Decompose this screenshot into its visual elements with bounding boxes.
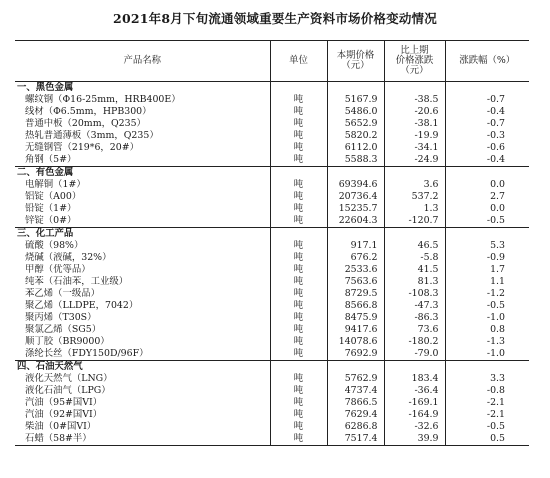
product-name: 铅锭（1#） xyxy=(25,203,77,215)
change-cell: 41.5 xyxy=(384,264,445,276)
category-name: 四、石油天然气 xyxy=(15,361,270,374)
product-name: 聚乙烯（LLDPE，7042） xyxy=(25,300,139,312)
change-cell: 73.6 xyxy=(384,324,445,336)
category-row xyxy=(15,82,529,95)
change-cell: -108.3 xyxy=(384,288,445,300)
unit-cell: 吨 xyxy=(270,433,327,446)
table-row xyxy=(15,215,529,228)
price-cell: 15235.7 xyxy=(327,203,384,215)
price-cell: 676.2 xyxy=(327,252,384,264)
percent-cell: -1.0 xyxy=(445,348,529,361)
percent-cell: -2.1 xyxy=(445,409,529,421)
header-current-price: 本期价格 （元） xyxy=(327,41,384,82)
price-cell: 9417.6 xyxy=(327,324,384,336)
table-row xyxy=(15,276,529,288)
unit-cell: 吨 xyxy=(270,130,327,142)
percent-cell: -0.5 xyxy=(445,300,529,312)
product-name: 热轧普通薄板（3mm，Q235） xyxy=(25,130,159,142)
unit-cell: 吨 xyxy=(270,264,327,276)
change-cell xyxy=(384,228,445,241)
table-row xyxy=(15,203,529,215)
percent-cell: 5.3 xyxy=(445,240,529,252)
header-change-percent: 涨跌幅（%） xyxy=(445,41,529,82)
price-cell: 5167.9 xyxy=(327,94,384,106)
product-name: 纯苯（石油苯，工业级） xyxy=(25,276,129,288)
percent-cell: -0.6 xyxy=(445,142,529,154)
price-cell: 5652.9 xyxy=(327,118,384,130)
product-name: 聚丙烯（T30S） xyxy=(25,312,97,324)
table-row xyxy=(15,421,529,433)
price-cell: 6286.8 xyxy=(327,421,384,433)
unit-cell: 吨 xyxy=(270,312,327,324)
percent-cell: -2.1 xyxy=(445,397,529,409)
table-row xyxy=(15,252,529,264)
price-cell: 69394.6 xyxy=(327,179,384,191)
price-cell xyxy=(327,361,384,374)
unit-cell: 吨 xyxy=(270,106,327,118)
price-cell: 7629.4 xyxy=(327,409,384,421)
price-cell: 7517.4 xyxy=(327,433,384,446)
table-row xyxy=(15,240,529,252)
product-name: 锌锭（0#） xyxy=(25,215,77,227)
table-header-row xyxy=(15,41,529,82)
percent-cell xyxy=(445,82,529,95)
header-product-name: 产品名称 xyxy=(15,41,270,82)
percent-cell: 1.1 xyxy=(445,276,529,288)
unit-cell: 吨 xyxy=(270,288,327,300)
percent-cell: 1.7 xyxy=(445,264,529,276)
price-table xyxy=(15,40,529,446)
price-cell: 4737.4 xyxy=(327,385,384,397)
table-row xyxy=(15,142,529,154)
price-cell: 22604.3 xyxy=(327,215,384,228)
product-name: 聚氯乙烯（SG5） xyxy=(25,324,102,336)
unit-cell xyxy=(270,228,327,241)
table-row xyxy=(15,324,529,336)
category-row xyxy=(15,167,529,180)
price-cell: 8566.8 xyxy=(327,300,384,312)
unit-cell: 吨 xyxy=(270,336,327,348)
unit-cell: 吨 xyxy=(270,276,327,288)
price-cell: 20736.4 xyxy=(327,191,384,203)
unit-cell: 吨 xyxy=(270,397,327,409)
product-name: 石蜡（58#半） xyxy=(15,433,270,446)
price-cell: 5762.9 xyxy=(327,373,384,385)
unit-cell xyxy=(270,361,327,374)
product-name: 普通中板（20mm，Q235） xyxy=(25,118,146,130)
product-name: 液化石油气（LPG） xyxy=(25,385,111,397)
unit-cell: 吨 xyxy=(270,252,327,264)
category-name: 三、化工产品 xyxy=(15,228,270,241)
category-name: 一、黑色金属 xyxy=(17,82,74,93)
unit-cell: 吨 xyxy=(270,154,327,167)
change-cell: 1.3 xyxy=(384,203,445,215)
unit-cell: 吨 xyxy=(270,421,327,433)
unit-cell: 吨 xyxy=(270,118,327,130)
unit-cell: 吨 xyxy=(270,373,327,385)
percent-cell: -0.5 xyxy=(445,421,529,433)
product-name: 苯乙烯（一级品） xyxy=(25,288,101,300)
product-name: 无缝钢管（219*6，20#） xyxy=(25,142,139,154)
category-row xyxy=(15,228,529,241)
table-row xyxy=(15,191,529,203)
percent-cell: 0.8 xyxy=(445,324,529,336)
price-cell: 6112.0 xyxy=(327,142,384,154)
change-cell xyxy=(384,361,445,374)
price-cell xyxy=(327,82,384,95)
table-row xyxy=(15,264,529,276)
unit-cell: 吨 xyxy=(270,191,327,203)
change-cell: -38.1 xyxy=(384,118,445,130)
unit-cell xyxy=(270,167,327,180)
percent-cell: -1.2 xyxy=(445,288,529,300)
change-cell: -24.9 xyxy=(384,154,445,167)
category-row xyxy=(15,361,529,374)
unit-cell xyxy=(270,82,327,95)
change-cell xyxy=(384,167,445,180)
unit-cell: 吨 xyxy=(270,94,327,106)
change-cell: 39.9 xyxy=(384,433,445,446)
change-cell: -34.1 xyxy=(384,142,445,154)
table-row xyxy=(15,373,529,385)
price-cell: 7866.5 xyxy=(327,397,384,409)
unit-cell: 吨 xyxy=(270,300,327,312)
table-row xyxy=(15,397,529,409)
unit-cell: 吨 xyxy=(270,240,327,252)
change-cell: -47.3 xyxy=(384,300,445,312)
price-cell: 7563.6 xyxy=(327,276,384,288)
product-name: 硫酸（98%） xyxy=(25,240,84,252)
product-name: 铝锭（A00） xyxy=(25,191,82,203)
percent-cell: -0.4 xyxy=(445,106,529,118)
unit-cell: 吨 xyxy=(270,179,327,191)
percent-cell xyxy=(445,361,529,374)
header-price-change: 比上期 价格涨跌 （元） xyxy=(384,41,445,82)
unit-cell: 吨 xyxy=(270,203,327,215)
percent-cell: -0.4 xyxy=(445,154,529,167)
percent-cell xyxy=(445,228,529,241)
percent-cell: 0.5 xyxy=(445,433,529,446)
percent-cell xyxy=(445,167,529,180)
product-name: 角钢（5#） xyxy=(25,154,77,166)
unit-cell: 吨 xyxy=(270,142,327,154)
price-cell: 7692.9 xyxy=(327,348,384,361)
percent-cell: 2.7 xyxy=(445,191,529,203)
percent-cell: -0.7 xyxy=(445,94,529,106)
table-row xyxy=(15,385,529,397)
percent-cell: -1.3 xyxy=(445,336,529,348)
price-cell: 14078.6 xyxy=(327,336,384,348)
percent-cell: -0.8 xyxy=(445,385,529,397)
product-name: 顺丁胶（BR9000） xyxy=(25,336,110,348)
unit-cell: 吨 xyxy=(270,348,327,361)
table-row xyxy=(15,409,529,421)
category-name: 二、有色金属 xyxy=(15,167,270,180)
product-name: 线材（Φ6.5mm，HPB300） xyxy=(25,106,152,118)
product-name: 汽油（95#国VI） xyxy=(25,397,103,409)
price-cell: 5820.2 xyxy=(327,130,384,142)
price-cell: 8729.5 xyxy=(327,288,384,300)
percent-cell: -0.9 xyxy=(445,252,529,264)
change-cell: -164.9 xyxy=(384,409,445,421)
percent-cell: 0.0 xyxy=(445,203,529,215)
table-row xyxy=(15,312,529,324)
product-name: 电解铜（1#） xyxy=(25,179,86,191)
change-cell: 46.5 xyxy=(384,240,445,252)
table-row xyxy=(15,288,529,300)
report-title: 2021年8月下旬流通领域重要生产资料市场价格变动情况 xyxy=(113,11,437,26)
change-cell: -79.0 xyxy=(384,348,445,361)
table-body xyxy=(15,82,529,446)
change-cell: 3.6 xyxy=(384,179,445,191)
percent-cell: 0.0 xyxy=(445,179,529,191)
change-cell: -19.9 xyxy=(384,130,445,142)
product-name: 柴油（0#国VI） xyxy=(25,421,97,433)
change-cell: -180.2 xyxy=(384,336,445,348)
change-cell: -38.5 xyxy=(384,94,445,106)
percent-cell: -1.0 xyxy=(445,312,529,324)
percent-cell: -0.5 xyxy=(445,215,529,228)
change-cell: -5.8 xyxy=(384,252,445,264)
change-cell: 81.3 xyxy=(384,276,445,288)
price-cell xyxy=(327,167,384,180)
table-row xyxy=(15,94,529,106)
change-cell: -36.4 xyxy=(384,385,445,397)
product-name: 烧碱（液碱，32%） xyxy=(25,252,112,264)
price-cell: 2533.6 xyxy=(327,264,384,276)
table-row xyxy=(15,300,529,312)
price-cell: 5486.0 xyxy=(327,106,384,118)
percent-cell: 3.3 xyxy=(445,373,529,385)
change-cell: -20.6 xyxy=(384,106,445,118)
product-name: 液化天然气（LNG） xyxy=(25,373,113,385)
unit-cell: 吨 xyxy=(270,385,327,397)
price-cell: 5588.3 xyxy=(327,154,384,167)
table-row xyxy=(15,118,529,130)
unit-cell: 吨 xyxy=(270,215,327,228)
table-row xyxy=(15,130,529,142)
price-cell xyxy=(327,228,384,241)
price-cell: 8475.9 xyxy=(327,312,384,324)
table-row xyxy=(15,179,529,191)
table-row xyxy=(15,348,529,361)
change-cell: -86.3 xyxy=(384,312,445,324)
table-row xyxy=(15,336,529,348)
table-row xyxy=(15,106,529,118)
change-cell: 537.2 xyxy=(384,191,445,203)
percent-cell: -0.7 xyxy=(445,118,529,130)
price-cell: 917.1 xyxy=(327,240,384,252)
change-cell: -32.6 xyxy=(384,421,445,433)
unit-cell: 吨 xyxy=(270,409,327,421)
unit-cell: 吨 xyxy=(270,324,327,336)
change-cell: -169.1 xyxy=(384,397,445,409)
product-name: 螺纹钢（Φ16-25mm，HRB400E） xyxy=(25,94,181,106)
header-unit: 单位 xyxy=(270,41,327,82)
product-name: 涤纶长丝（FDY150D/96F） xyxy=(25,348,149,360)
table-row xyxy=(15,433,529,446)
change-cell: -120.7 xyxy=(384,215,445,228)
percent-cell: -0.3 xyxy=(445,130,529,142)
product-name: 甲醇（优等品） xyxy=(25,264,91,276)
change-cell xyxy=(384,82,445,95)
change-cell: 183.4 xyxy=(384,373,445,385)
table-row xyxy=(15,154,529,167)
product-name: 汽油（92#国VI） xyxy=(25,409,103,421)
